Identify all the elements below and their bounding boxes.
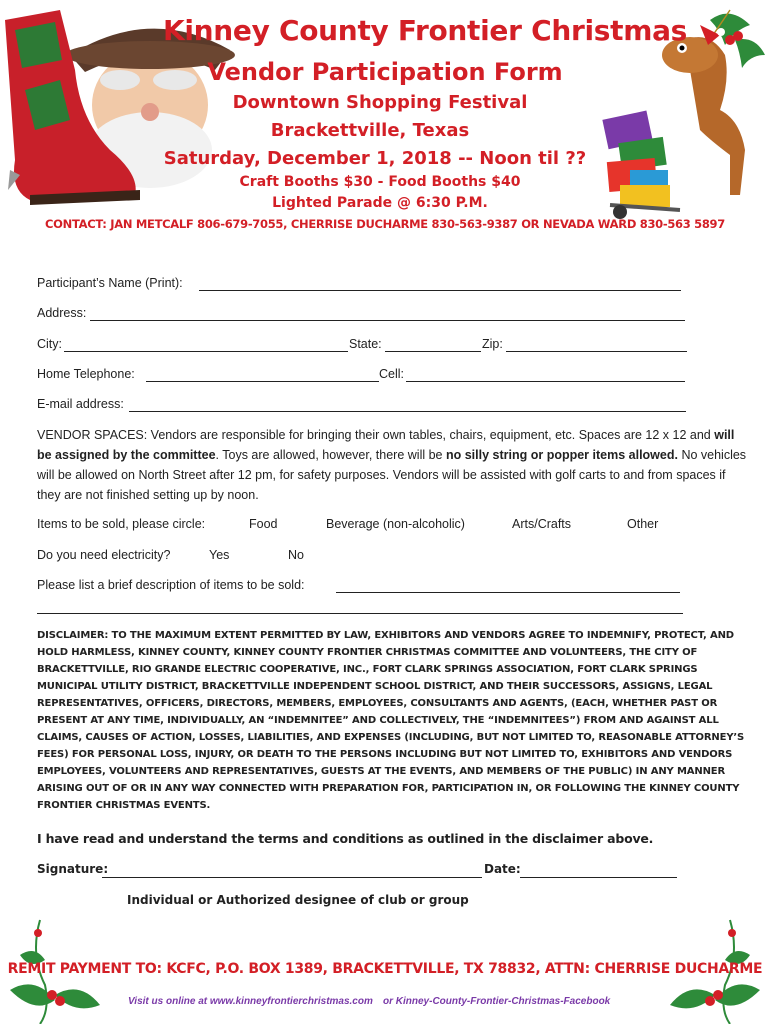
description-label: Please list a brief description of items to be sold: [37,578,305,592]
option-arts-crafts[interactable]: Arts/Crafts [512,517,572,531]
home-telephone-field[interactable] [146,381,379,382]
email-label: E-mail address: [37,397,124,411]
participant-name-field[interactable] [199,290,681,291]
parade-time: Lighted Parade @ 6:30 P.M. [272,195,488,211]
date-label: Date: [484,862,521,876]
electricity-yes[interactable]: Yes [209,548,230,562]
cell-label: Cell: [379,367,405,381]
home-telephone-label: Home Telephone: [37,367,135,381]
vendor-spaces-paragraph: VENDOR SPACES: Vendors are responsible for bringing their own tables, chairs, equipment, etc. Spaces are 12 x 12 and will be assigned by the committee. Toys are allowed, however, there will be no silly string or popper items allowed. No vehicles will be allowed on North Street after 12 pm, for safety purposes. Vendors will be assisted with golf carts to and from spaces if they are not finished setting up by noon. [37,428,747,502]
date-field[interactable] [520,877,677,878]
signature-field[interactable] [102,877,482,878]
electricity-label: Do you need electricity? [37,548,171,562]
zip-field[interactable] [506,351,687,352]
electricity-no[interactable]: No [288,548,304,562]
option-beverage[interactable]: Beverage (non-alcoholic) [326,517,465,531]
booth-prices: Craft Booths $30 - Food Booths $40 [239,174,521,190]
address-label: Address: [37,306,87,320]
event-location: Brackettville, Texas [270,120,470,141]
option-food[interactable]: Food [249,517,278,531]
signature-label: Signature: [37,862,109,876]
city-field[interactable] [64,351,348,352]
option-other[interactable]: Other [627,517,659,531]
remit-payment-line: REMIT PAYMENT TO: KCFC, P.O. BOX 1389, BRACKETTVILLE, TX 78832, ATTN: CHERRISE DUCHARME [7,961,763,977]
event-date: Saturday, December 1, 2018 -- Noon til ?? [163,148,587,169]
event-name: Downtown Shopping Festival [232,92,528,113]
designee-caption: Individual or Authorized designee of club or group [127,893,469,907]
event-title: Kinney County Frontier Christmas [162,14,688,47]
city-label: City: [37,337,62,351]
participant-name-label: Participant’s Name (Print): [37,276,183,290]
state-field[interactable] [385,351,481,352]
email-field[interactable] [129,411,686,412]
description-field-line-1[interactable] [336,592,680,593]
items-sold-label: Items to be sold, please circle: [37,517,206,531]
cell-field[interactable] [406,381,685,382]
description-field-line-2[interactable] [37,613,683,614]
address-field[interactable] [90,320,685,321]
facebook-link[interactable]: or Kinney-County-Frontier-Christmas-Facebook [383,996,611,1007]
acknowledge-statement: I have read and understand the terms and conditions as outlined in the disclaimer above. [37,831,654,846]
zip-label: Zip: [482,337,503,351]
contact-line: CONTACT: JAN METCALF 806-679-7055, CHERRISE DUCHARME 830-563-9387 OR NEVADA WARD 830-563 5897 [45,217,725,231]
state-label: State: [349,337,382,351]
form-subtitle: Vendor Participation Form [207,58,563,86]
disclaimer-text: DISCLAIMER: TO THE MAXIMUM EXTENT PERMITTED BY LAW, EXHIBITORS AND VENDORS AGREE TO INDEMNIFY, PROTECT, AND HOLD HARMLESS, KINNEY COUNTY, KINNEY COUNTY FRONTIER CHRISTMAS COMMITTEE AND VOLUNTEERS, THE CITY OF BRACKETTVILLE, RIO GRANDE ELECTRIC COOPERATIVE, INC., FORT CLARK SPRINGS ASSOCIATION, FORT CLARK SPRINGS MUNICIPAL UTILITY DISTRICT, BRACKETTVILLE INDEPENDENT SCHOOL DISTRICT, AND THEIR SUCCESSORS, ASSIGNS, LEGAL REPRESENTATIVES, OFFICERS, DIRECTORS, MEMBERS, EMPLOYEES, CONSULTANTS AND AGENTS, (EACH, WHETHER PAST OR PRESENT AT ANY TIME, INDIVIDUALLY, AN “INDEMNITEE” AND COLLECTIVELY, THE “INDEMNITEES”) FROM AND AGAINST ALL CLAIMS, CAUSES OF ACTION, LOSSES, LIABILITIES, AND EXPENSES (INCLUDING, BUT NOT LIMITED TO, REASONABLE ATTORNEY’S FEES) FOR PERSONAL LOSS, INJURY, OR DEATH TO THE PERSONS INCLUDING BUT NOT LIMITED TO, EXHIBITORS AND VENDORS EMPLOYEES, VOLUNTEERS AND REPRESENTATIVES, GUESTS AT THE EVENTS, AND MEMBERS OF THE PUBLIC) IN ANY MANNER ARISING OUT OF OR IN ANY WAY CONNECTED WITH PREPARATION FOR, PARTICIPATION IN, OR FOLLOWING THE KINNEY COUNTY FRONTIER CHRISTMAS EVENTS. [37,630,745,811]
website-link[interactable]: Visit us online at www.kinneyfrontierchristmas.com [128,996,373,1007]
